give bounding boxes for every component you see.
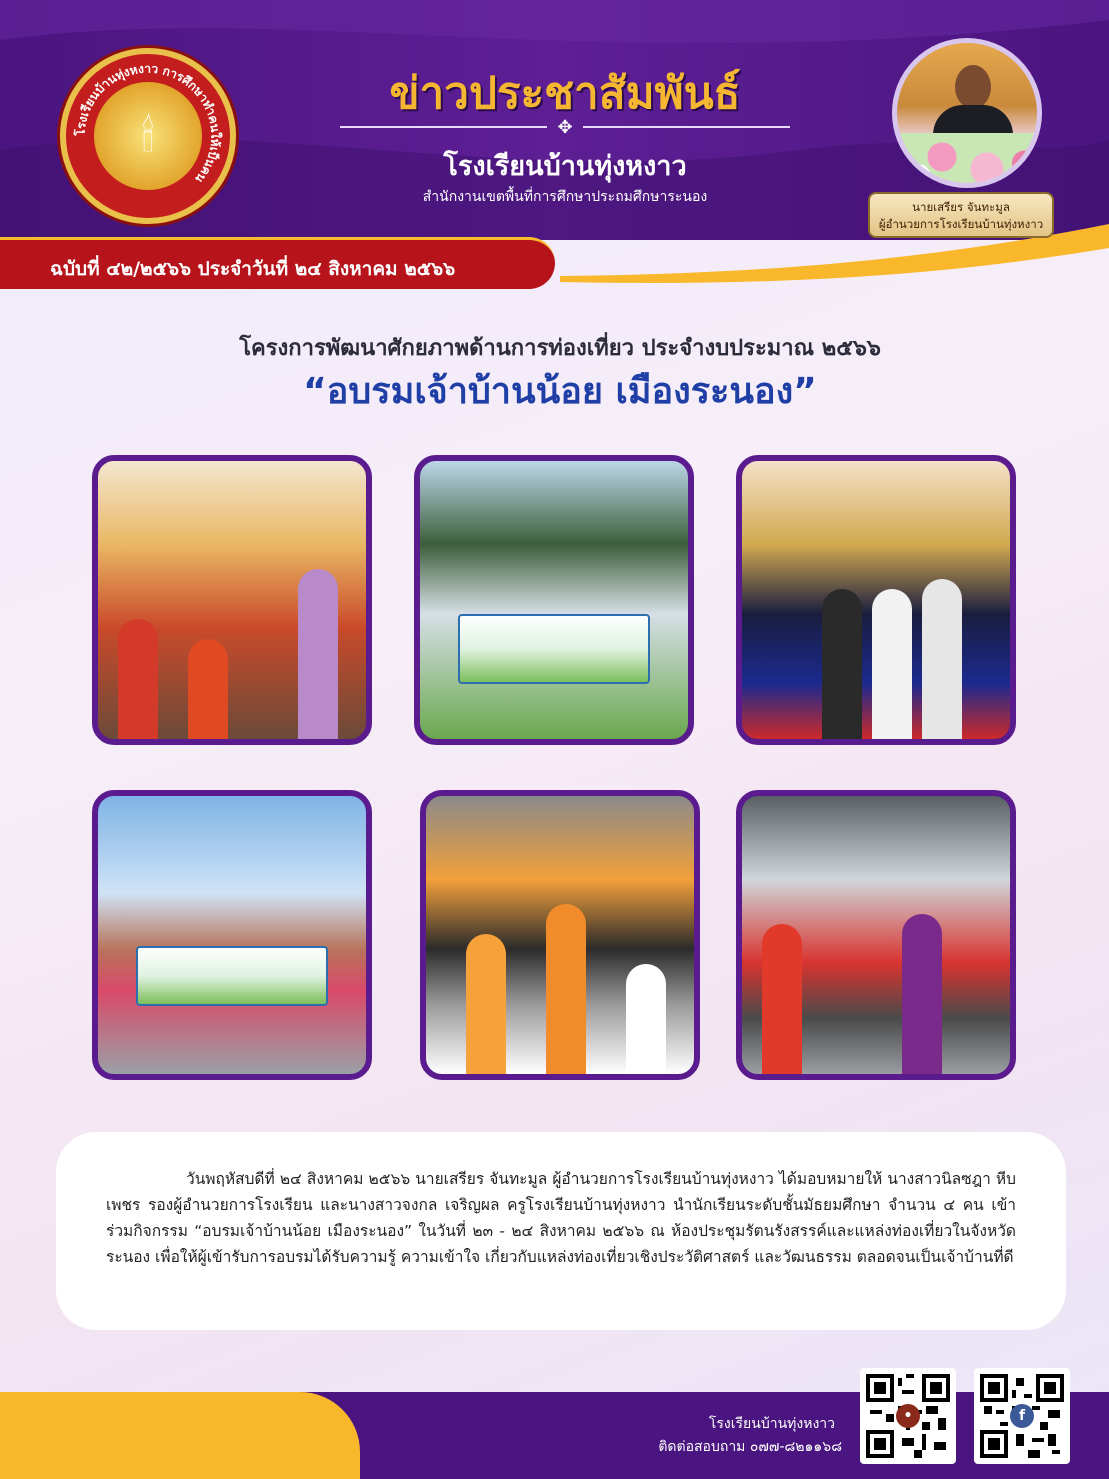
photo-outdoor-group: [92, 790, 372, 1080]
article-body-box: [56, 1132, 1066, 1330]
footer-school-name: โรงเรียนบ้านทุ่งหงาว: [708, 1416, 835, 1432]
director-name: นายเสรียร จันทะมูล: [912, 200, 1010, 214]
footer-contact: ติดต่อสอบถาม ๐๗๗-๘๒๑๑๖๘: [658, 1439, 842, 1455]
photo-group-banner: [414, 455, 694, 745]
school-logo-badge-icon: •: [896, 1404, 920, 1428]
office-name: สำนักงานเขตพื้นที่การศึกษาประถมศึกษาระนอง: [422, 189, 708, 205]
school-name: โรงเรียนบ้านทุ่งหงาว: [443, 151, 687, 182]
director-title: ผู้อำนวยการโรงเรียนบ้านทุ่งหงาว: [878, 217, 1044, 231]
photo-floor-activity: [420, 790, 700, 1080]
page-title: ข่าวประชาสัมพันธ์: [389, 68, 741, 119]
issue-text: ฉบับที่ ๔๒/๒๕๖๖ ประจำวันที่ ๒๔ สิงหาคม ๒๕๖๖: [50, 258, 456, 280]
title-divider: [340, 116, 790, 138]
photo-classroom: [92, 455, 372, 745]
qr-code-facebook-icon[interactable]: [974, 1368, 1070, 1464]
director-name-plate: [868, 192, 1054, 238]
article-headline: “อบรมเจ้าบ้านน้อย เมืองระนอง”: [303, 371, 817, 412]
candle-book-icon: 🕯: [94, 82, 202, 190]
photo-stage-presentation: [736, 455, 1016, 745]
svg-text:โรงเรียนบ้านทุ่งหงาว การศึกษาท: โรงเรียนบ้านทุ่งหงาว การศึกษาทำคนให้เป็นคน: [73, 61, 223, 186]
facebook-icon: f: [1010, 1404, 1034, 1428]
school-logo: [60, 48, 236, 224]
photo-restaurant-tour: [736, 790, 1016, 1080]
footer-orange-decoration: [0, 1392, 360, 1479]
qr-code-icon[interactable]: [860, 1368, 956, 1464]
issue-bar: [0, 237, 555, 289]
article-body: วันพฤหัสบดีที่ ๒๔ สิงหาคม ๒๕๖๖ นายเสรียร จันทะมูล ผู้อำนวยการโรงเรียนบ้านทุ่งหงาว ได้มอบหมายให้ นางสาวนิลซฎา หีบเพชร รองผู้อำนวยการโรงเรียน และนางสาวจงกล เจริญผล ครูโรงเรียนบ้านทุ่งหงาว นำนักเรียนระดับชั้นมัธยมศึกษา จำนวน ๔ คน เข้าร่วมกิจกรรม “อบรมเจ้าบ้านน้อย เมืองระนอง” ในวันที่ ๒๓ - ๒๔ สิงหาคม ๒๕๖๖ ณ ห้องประชุมรัตนรังสรรค์และแหล่งท่องเที่ยวในจังหวัดระนอง เพื่อให้ผู้เข้ารับการอบรมได้รับความรู้ ความเข้าใจ เกี่ยวกับแหล่งท่องเที่ยวเชิงประวัติศาสตร์ และวัฒนธรรม ตลอดจนเป็นเจ้าบ้านที่ดี: [106, 1170, 1016, 1266]
director-portrait: [892, 38, 1042, 188]
logo-ring-text: [66, 54, 230, 218]
ornament-icon: ✥: [557, 116, 573, 138]
project-title: โครงการพัฒนาศักยภาพด้านการท่องเที่ยว ประจำงบประมาณ ๒๕๖๖: [239, 336, 881, 361]
